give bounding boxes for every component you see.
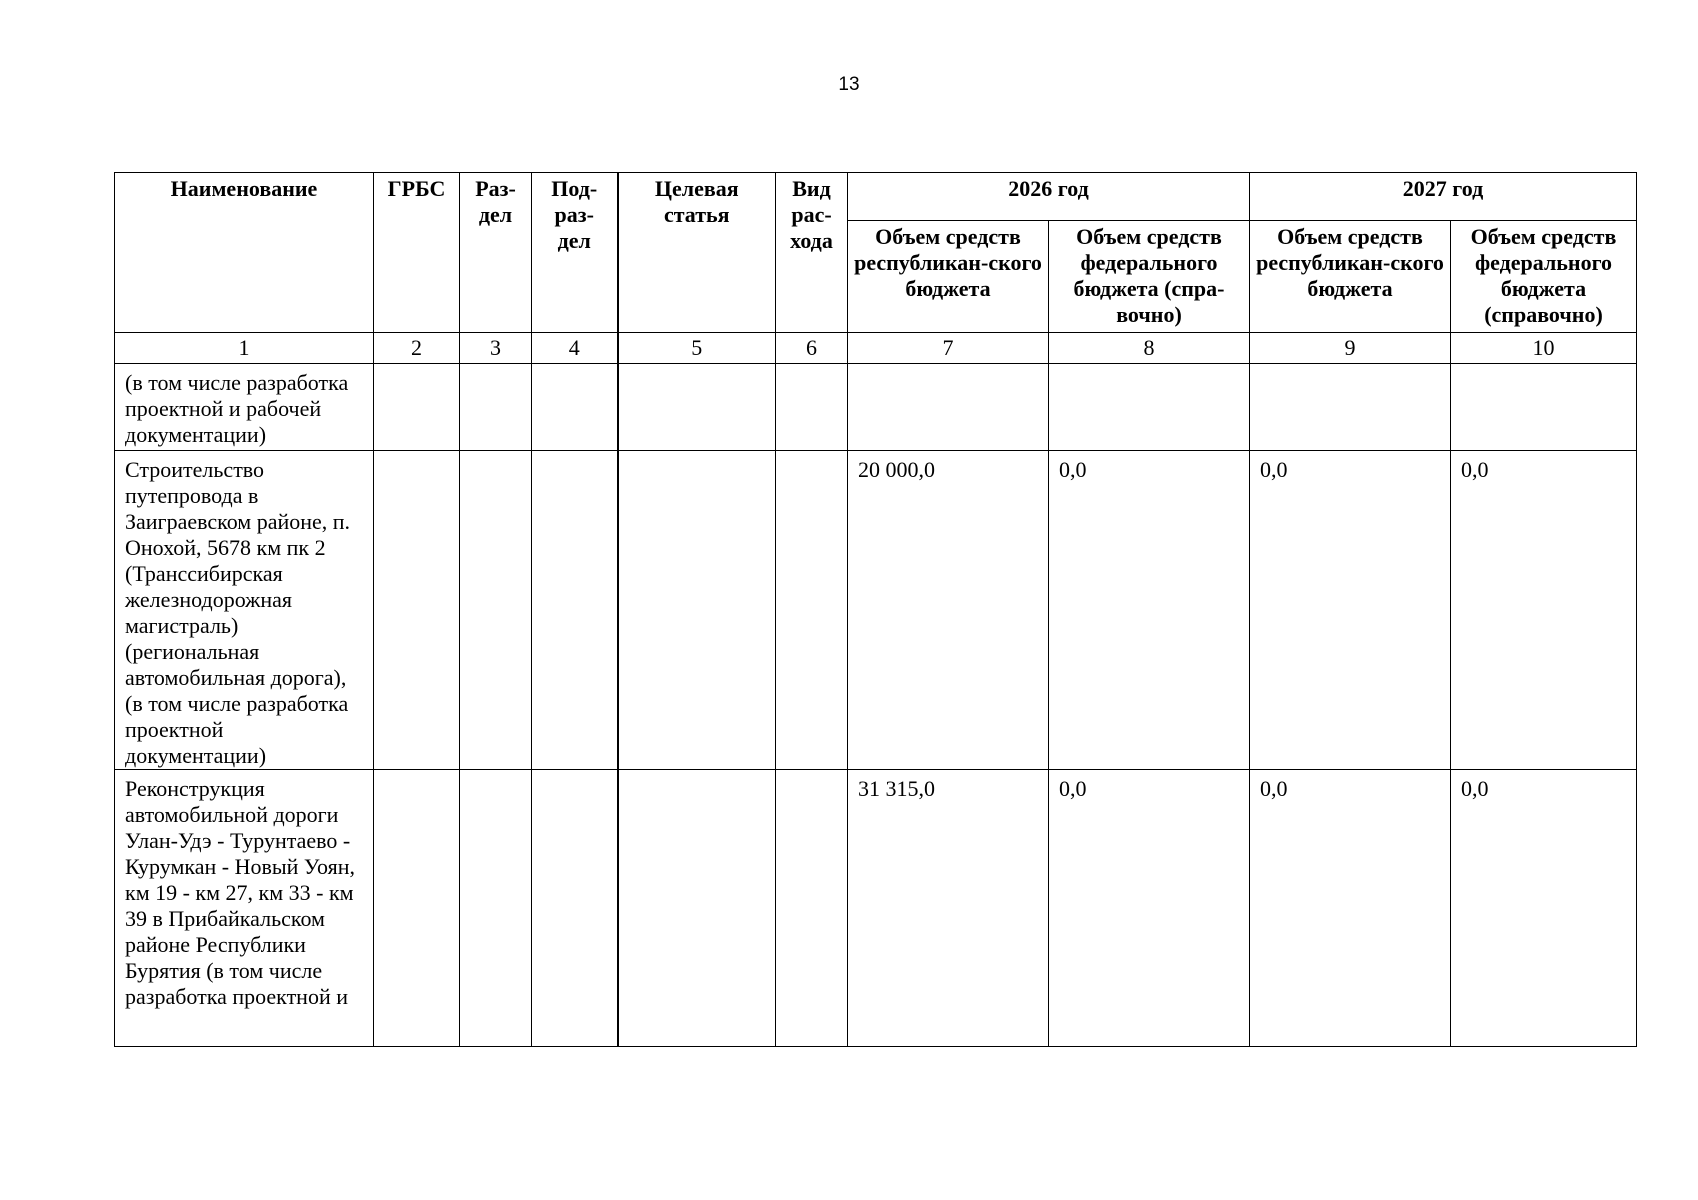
row-vid xyxy=(776,770,848,1047)
column-number: 9 xyxy=(1250,333,1451,364)
page-number: 13 xyxy=(838,74,860,95)
row-podrazdel xyxy=(532,770,618,1047)
column-number: 10 xyxy=(1451,333,1637,364)
header-podrazdel: Под-раз-дел xyxy=(532,173,618,333)
table-row xyxy=(115,770,1637,1047)
column-number: 4 xyxy=(532,333,618,364)
budget-table xyxy=(114,172,1637,1047)
column-number: 5 xyxy=(618,333,776,364)
column-number: 2 xyxy=(374,333,460,364)
column-number-row xyxy=(115,333,1637,364)
row-podrazdel xyxy=(532,451,618,770)
header-vid-raskhoda: Вид рас-хода xyxy=(776,173,848,333)
header-fed-budget-2027: Объем средств федерального бюджета (справочно) xyxy=(1451,221,1637,333)
row-rep-2026: 20 000,0 xyxy=(848,451,1049,770)
row-rep-2026: 31 315,0 xyxy=(848,770,1049,1047)
table-row xyxy=(115,364,1637,451)
table-row xyxy=(115,451,1637,770)
header-year-2026: 2026 год xyxy=(848,173,1250,221)
row-celevaya xyxy=(618,451,776,770)
row-fed-2027 xyxy=(1451,364,1637,451)
header-rep-budget-2026: Объем средств республикан-ского бюджета xyxy=(848,221,1049,333)
header-grbs: ГРБС xyxy=(374,173,460,333)
row-razdel xyxy=(460,364,532,451)
header-fed-budget-2026: Объем средств федерального бюджета (спра-вочно) xyxy=(1049,221,1250,333)
row-name: Реконструкция автомобильной дороги Улан-Удэ - Турунтаево - Курумкан - Новый Уоян, км 19 - км 27, км 33 - км 39 в Прибайкальском районе Республики Бурятия (в том числе разработка проектной и xyxy=(115,770,374,1047)
row-grbs xyxy=(374,364,460,451)
header-row-top xyxy=(115,173,1637,221)
row-grbs xyxy=(374,770,460,1047)
row-fed-2026 xyxy=(1049,364,1250,451)
header-name: Наименование xyxy=(115,173,374,333)
row-podrazdel xyxy=(532,364,618,451)
row-rep-2027: 0,0 xyxy=(1250,770,1451,1047)
column-number: 7 xyxy=(848,333,1049,364)
row-grbs xyxy=(374,451,460,770)
row-razdel xyxy=(460,451,532,770)
header-rep-budget-2027: Объем средств республикан-ского бюджета xyxy=(1250,221,1451,333)
row-rep-2027 xyxy=(1250,364,1451,451)
header-razdel: Раз-дел xyxy=(460,173,532,333)
column-number: 8 xyxy=(1049,333,1250,364)
row-rep-2026 xyxy=(848,364,1049,451)
row-celevaya xyxy=(618,770,776,1047)
row-rep-2027: 0,0 xyxy=(1250,451,1451,770)
row-fed-2027: 0,0 xyxy=(1451,451,1637,770)
row-vid xyxy=(776,451,848,770)
column-number: 6 xyxy=(776,333,848,364)
row-fed-2026: 0,0 xyxy=(1049,451,1250,770)
header-celevaya-statya: Целевая статья xyxy=(618,173,776,333)
row-vid xyxy=(776,364,848,451)
row-celevaya xyxy=(618,364,776,451)
row-fed-2027: 0,0 xyxy=(1451,770,1637,1047)
row-fed-2026: 0,0 xyxy=(1049,770,1250,1047)
header-year-2027: 2027 год xyxy=(1250,173,1637,221)
row-name: (в том числе разработка проектной и рабочей документации) xyxy=(115,364,374,451)
row-razdel xyxy=(460,770,532,1047)
row-name: Строительство путепровода в Заиграевском районе, п. Онохой, 5678 км пк 2 (Транссибирская железнодорожная магистраль) (региональная автомобильная дорога), (в том числе разработка проектной документации) xyxy=(115,451,374,770)
column-number: 1 xyxy=(115,333,374,364)
column-number: 3 xyxy=(460,333,532,364)
